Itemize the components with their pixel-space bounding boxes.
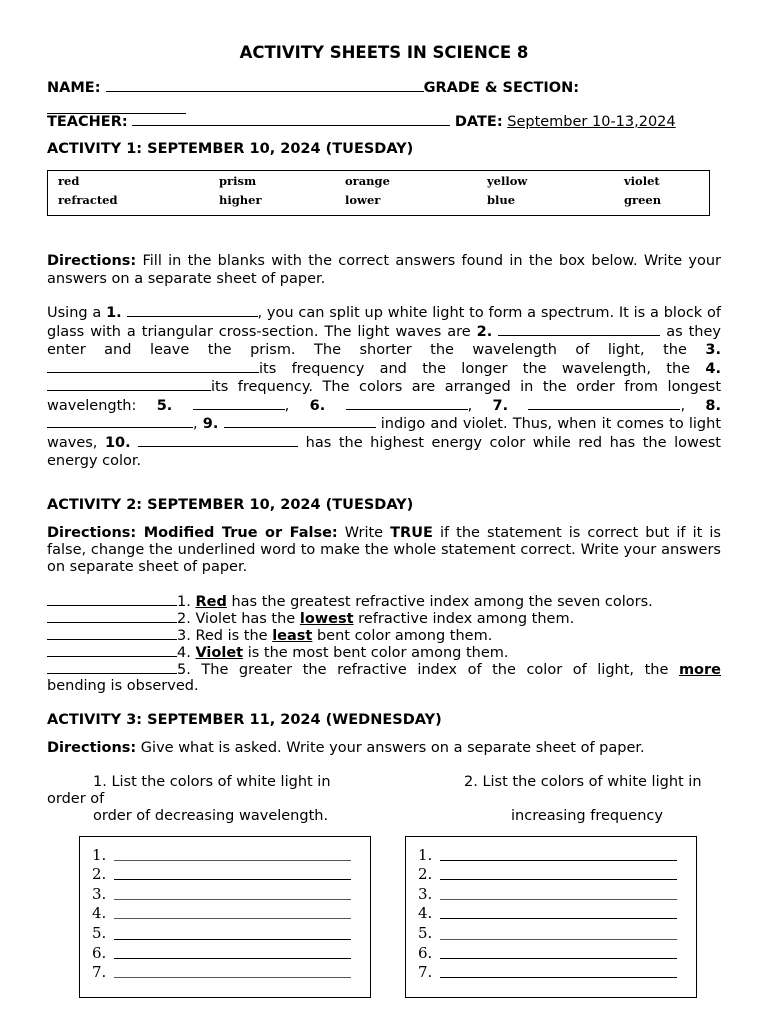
question-1-line2: order of — [47, 791, 105, 807]
word-box-item: prism — [219, 174, 257, 188]
word-box-item: blue — [487, 193, 516, 207]
name-row — [47, 79, 579, 96]
answer-line[interactable] — [114, 958, 351, 959]
answer-line[interactable] — [114, 918, 351, 919]
answer-line[interactable] — [440, 918, 677, 919]
word-box-item: yellow — [487, 174, 528, 188]
activity1-directions: Directions: Fill in the blanks with the correct answers found in the box below. Write your answers on a separate sheet of paper. — [47, 253, 721, 287]
answer-line[interactable] — [440, 977, 677, 978]
answer-line[interactable] — [440, 939, 677, 940]
activity2-directions: Directions: Modified True or False: Write TRUE if the statement is correct but if it is false, change the underlined word to make the whole statement correct. Write your answers on separate sheet of paper. — [47, 525, 721, 575]
tf-item: 1. Red has the greatest refractive index among the seven colors. — [47, 593, 653, 610]
tf-item-continued: bending is observed. — [47, 678, 199, 694]
answer-blank[interactable] — [47, 644, 177, 657]
word-box-item: higher — [219, 193, 262, 207]
word-box-item: green — [624, 193, 662, 207]
answer-blank[interactable] — [47, 627, 177, 640]
activity1-heading: ACTIVITY 1: SEPTEMBER 10, 2024 (TUESDAY) — [47, 141, 414, 157]
word-box-item: red — [58, 174, 80, 188]
page-title: ACTIVITY SHEETS IN SCIENCE 8 — [239, 43, 529, 62]
blank-8[interactable] — [47, 415, 193, 428]
question-1-line3: order of decreasing wavelength. — [93, 808, 329, 824]
answer-line[interactable] — [114, 879, 351, 880]
activity1-passage: Using a 1. , you can split up white light to form a spectrum. It is a block of glass with a triangular cross-section. The light waves are 2. as they enter and leave the prism. The shorter the wavelength of light, the 3. its frequency and the longer the wavelength, the 4. its frequency. The colors are arranged in the order from longest wavelength: 5. , 6. , 7. , 8. , 9. indigo and violet. Thus, when it comes to light waves, 10. has the highest energy color while red has the lowest energy color. — [47, 305, 722, 469]
answer-line[interactable] — [114, 899, 351, 900]
answer-list-decreasing-wavelength: 1. 2. 3. 4. 5. 6. 7. — [79, 836, 371, 998]
word-box-item: lower — [345, 193, 381, 207]
question-1-line1: 1. List the colors of white light in — [93, 774, 331, 790]
blank-5[interactable] — [193, 397, 285, 410]
activity2-heading: ACTIVITY 2: SEPTEMBER 10, 2024 (TUESDAY) — [47, 497, 414, 513]
tf-item: 5. The greater the refractive index of the color of light, the more — [47, 661, 721, 679]
blank-10[interactable] — [138, 434, 298, 447]
answer-line[interactable] — [440, 899, 677, 900]
word-box-item: orange — [345, 174, 390, 188]
blank-2[interactable] — [498, 323, 660, 336]
blank-1[interactable] — [127, 304, 258, 317]
word-box-item: violet — [624, 174, 660, 188]
activity3-heading: ACTIVITY 3: SEPTEMBER 11, 2024 (WEDNESDAY) — [47, 712, 442, 728]
word-box-item: refracted — [58, 193, 118, 207]
tf-item: 4. Violet is the most bent color among them. — [47, 644, 508, 661]
answer-line[interactable] — [114, 860, 351, 861]
answer-line[interactable] — [114, 939, 351, 940]
teacher-blank[interactable] — [132, 113, 450, 126]
question-2-line1: 2. List the colors of white light in — [464, 774, 702, 790]
blank-3[interactable] — [47, 360, 259, 373]
answer-list-increasing-frequency: 1. 2. 3. 4. 5. 6. 7. — [405, 836, 697, 998]
tf-item: 2. Violet has the lowest refractive index among them. — [47, 610, 574, 627]
answer-line[interactable] — [440, 958, 677, 959]
grade-label: GRADE & SECTION: — [423, 80, 580, 96]
teacher-label: TEACHER: — [47, 114, 128, 130]
date-value: September 10-13,2024 — [507, 114, 676, 130]
blank-9[interactable] — [224, 415, 376, 428]
blank-4[interactable] — [47, 378, 211, 391]
answer-blank[interactable] — [47, 610, 177, 623]
answer-blank[interactable] — [47, 593, 177, 606]
word-box — [47, 170, 710, 216]
answer-line[interactable] — [440, 879, 677, 880]
answer-blank[interactable] — [47, 661, 177, 674]
blank-7[interactable] — [528, 397, 680, 410]
blank-6[interactable] — [346, 397, 468, 410]
tf-item: 3. Red is the least bent color among them. — [47, 627, 492, 644]
name-blank[interactable] — [106, 79, 424, 92]
question-2-line2: increasing frequency — [511, 808, 663, 824]
name-label: NAME: — [47, 80, 101, 96]
answer-line[interactable] — [440, 860, 677, 861]
activity3-directions: Directions: Give what is asked. Write your answers on a separate sheet of paper. — [47, 740, 645, 756]
answer-line[interactable] — [114, 977, 351, 978]
teacher-row — [47, 113, 676, 130]
date-label: DATE: — [454, 114, 503, 130]
